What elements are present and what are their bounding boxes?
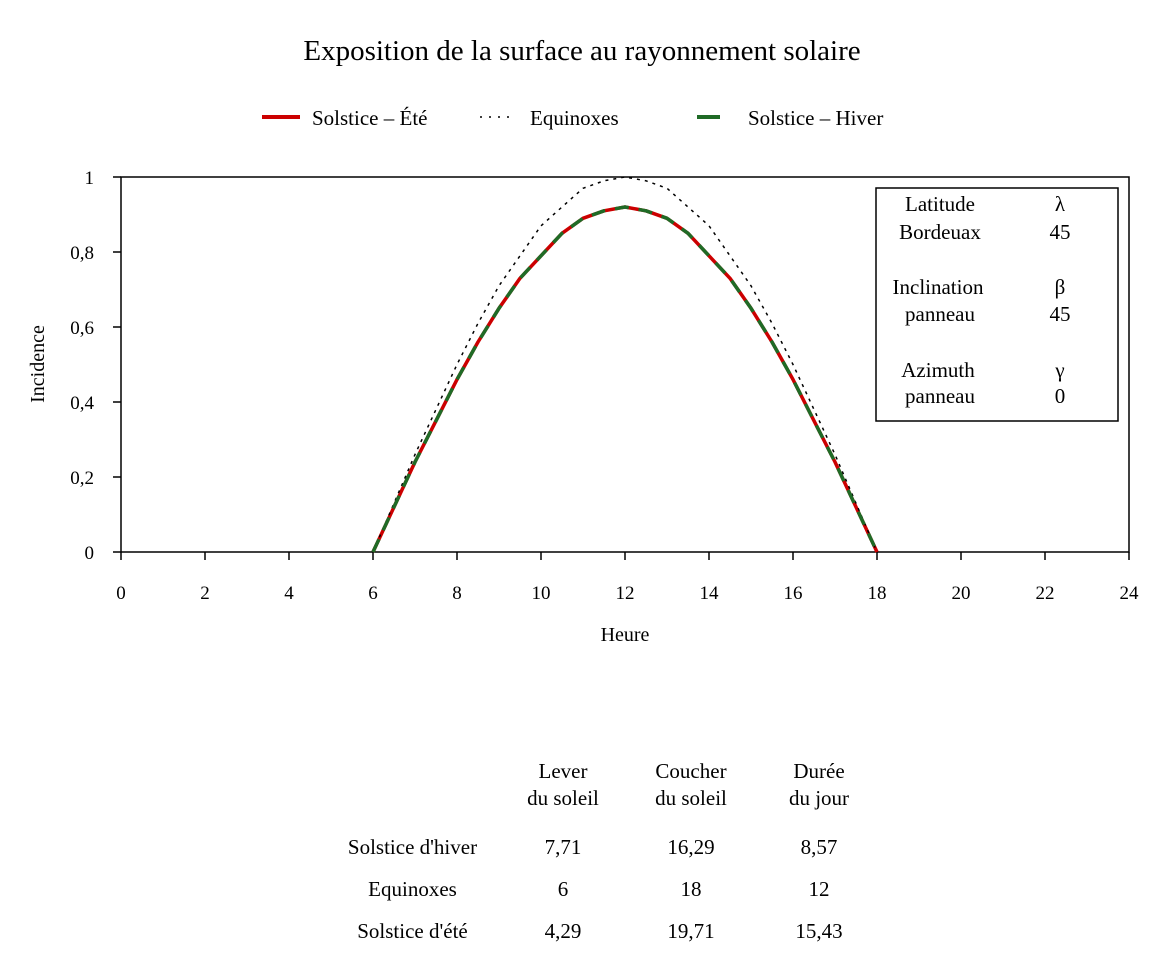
table-header-empty <box>320 758 505 826</box>
info-azimuth-value: 0 <box>1054 384 1066 408</box>
x-tick-label: 14 <box>699 583 719 604</box>
x-tick-label: 6 <box>368 583 378 604</box>
header-sunset-line2: du soleil <box>655 786 727 810</box>
y-axis-label: Incidence <box>27 325 49 403</box>
legend <box>262 106 883 130</box>
x-tick-label: 0 <box>116 583 126 604</box>
table-row <box>320 868 877 910</box>
y-tick-label: 0,8 <box>70 243 94 264</box>
sunrise-value: 7,71 <box>544 834 582 859</box>
row-label: Solstice d'été <box>357 918 468 943</box>
table-header-duration <box>761 758 877 826</box>
y-tick-label: 0,4 <box>70 393 94 414</box>
series-line-equinox <box>373 177 877 552</box>
table-row <box>320 910 877 952</box>
y-tick-label: 1 <box>84 168 94 189</box>
table-header-sunrise <box>505 758 621 826</box>
header-duration-line2: du jour <box>788 786 850 810</box>
header-sunrise-line2: du soleil <box>527 786 599 810</box>
table-row <box>320 826 877 868</box>
sunset-value: 18 <box>680 876 702 901</box>
sunrise-value: 6 <box>557 876 569 901</box>
info-azimuth-label: Azimuth <box>901 358 975 382</box>
duration-value: 8,57 <box>800 834 838 859</box>
info-latitude-label: Latitude <box>905 192 975 216</box>
y-tick-label: 0,2 <box>70 468 94 489</box>
x-tick-label: 18 <box>867 583 887 604</box>
table-header-sunset <box>621 758 761 826</box>
info-latitude-value: 45 <box>1049 220 1071 244</box>
sunset-value: 16,29 <box>667 834 715 859</box>
legend-label-winter: Solstice – Hiver <box>748 106 884 130</box>
y-tick-label: 0 <box>84 543 94 564</box>
x-tick-label: 22 <box>1035 583 1055 604</box>
y-tick-label: 0,6 <box>70 318 94 339</box>
sun-times-table <box>320 758 877 952</box>
info-location-label: Bordeuax <box>899 220 981 244</box>
info-inclination-value: 45 <box>1049 302 1071 326</box>
row-label: Solstice d'hiver <box>347 834 478 859</box>
table-header-row <box>320 758 877 826</box>
x-tick-label: 12 <box>615 583 635 604</box>
sunset-value: 19,71 <box>667 918 715 943</box>
series-line-winter <box>373 207 877 552</box>
sunrise-value: 4,29 <box>544 918 582 943</box>
series-line-summer <box>373 207 877 552</box>
duration-value: 15,43 <box>795 918 843 943</box>
x-tick-label: 10 <box>531 583 551 604</box>
x-tick-label: 16 <box>783 583 803 604</box>
duration-value: 12 <box>808 876 830 901</box>
info-inclination-symbol: β <box>1054 275 1066 299</box>
info-box <box>876 188 1118 421</box>
header-sunrise-line1: Lever <box>538 759 588 783</box>
x-tick-label: 24 <box>1119 583 1139 604</box>
header-sunset-line1: Coucher <box>655 759 727 783</box>
x-axis-label: Heure <box>600 624 650 646</box>
x-tick-label: 20 <box>951 583 971 604</box>
info-panel-label-2: panneau <box>905 384 975 408</box>
header-duration-line1: Durée <box>793 759 845 783</box>
x-tick-label: 8 <box>452 583 462 604</box>
info-latitude-symbol: λ <box>1054 192 1066 216</box>
chart-title: Exposition de la surface au rayonnement solaire <box>303 35 861 67</box>
x-tick-label: 2 <box>200 583 210 604</box>
data-series <box>373 177 877 552</box>
row-label: Equinoxes <box>368 876 457 901</box>
info-azimuth-symbol: γ <box>1055 358 1065 382</box>
info-panel-label-1: panneau <box>905 302 975 326</box>
info-inclination-label: Inclination <box>892 275 984 299</box>
x-tick-label: 4 <box>284 583 294 604</box>
legend-label-summer: Solstice – Été <box>312 106 428 130</box>
legend-label-equinox: Equinoxes <box>530 106 619 130</box>
